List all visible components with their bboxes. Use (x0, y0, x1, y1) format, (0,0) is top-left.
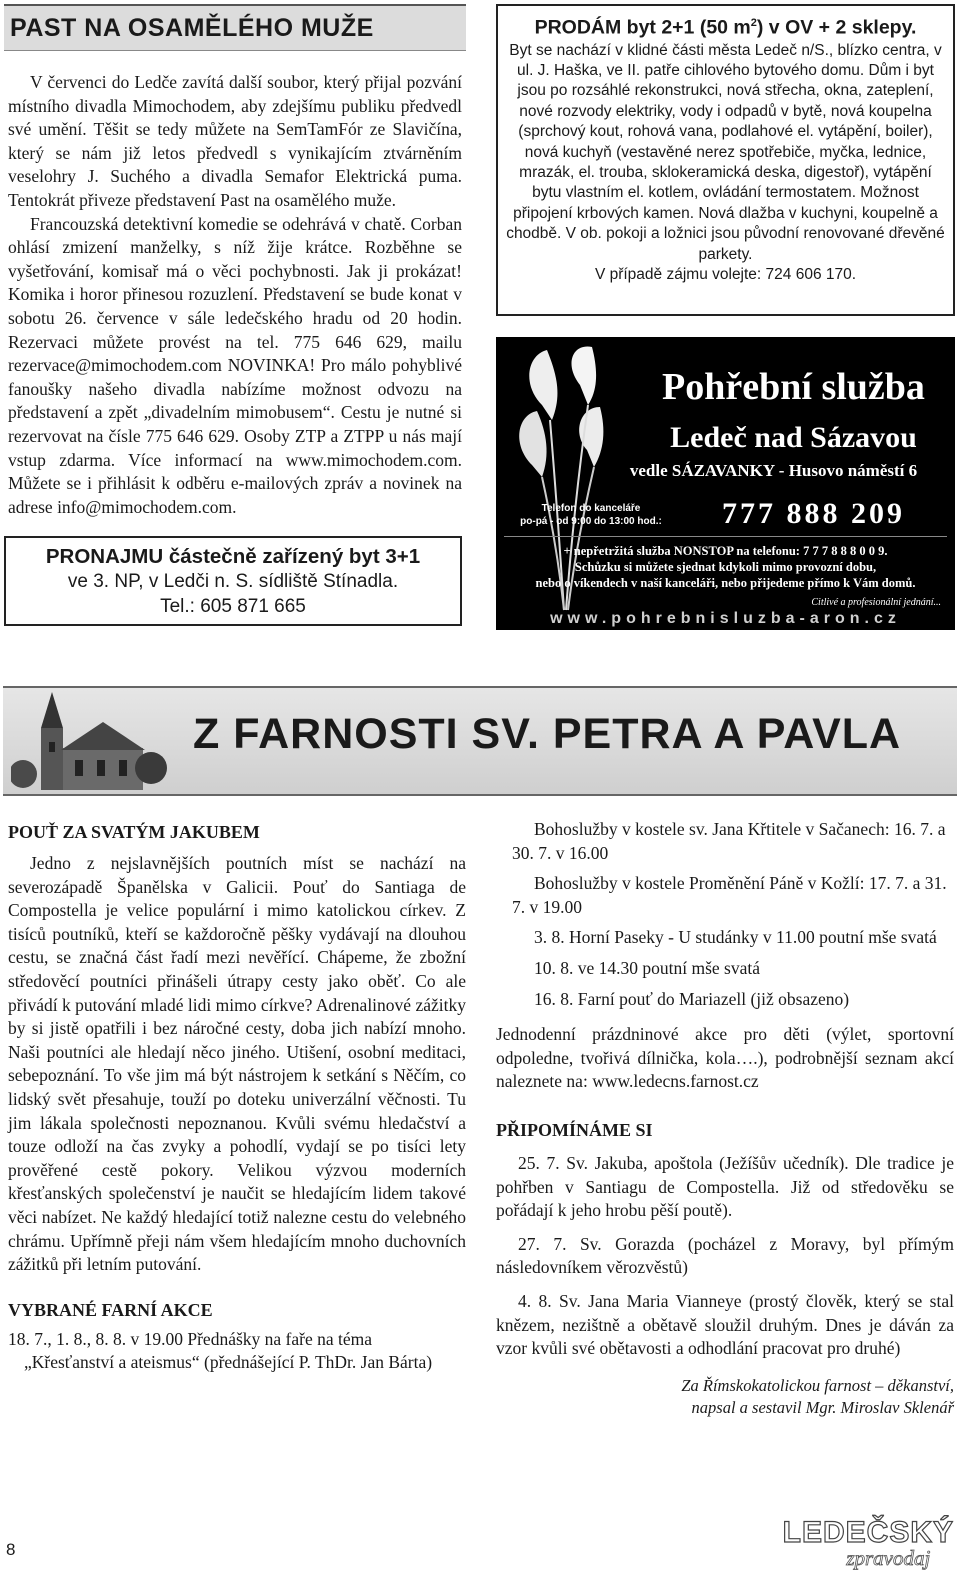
lecture-event: 18. 7., 1. 8., 8. 8. v 19.00 Přednášky na faře na téma „Křesťanství a ateismus“ (přednášející P. ThDr. Jan Bárta) (8, 1328, 433, 1373)
church-icon (11, 690, 171, 790)
sale-ad (496, 4, 955, 316)
remembrance-item: 25. 7. Sv. Jakuba, apoštola (Ježíšův učedník). Dle tradice je pohřben v Santiagu de Compostella. Již od středověku se pořádají k jeho hrobu pěší poutě). (496, 1152, 954, 1221)
sale-ad-contact: V případě zájmu volejte: 724 606 170. (594, 265, 857, 283)
parish-right-column (496, 818, 954, 1419)
parish-banner-title: Z FARNOSTI SV. PETRA A PAVLA (193, 710, 902, 758)
funeral-nonstop-info (504, 543, 947, 591)
meeting-line-2: nebo o víkendech v naší kanceláři, nebo přijedeme přímo k Vám domů. (535, 576, 916, 590)
children-events: Jednodenní prázdninové akce pro děti (výlet, sportovní odpoledne, tvořivá dílnička, kola….), podrobnější seznam akcí naleznete na: www.ledecns.farnost.cz (496, 1024, 954, 1092)
office-hours: po-pá - od 9:00 do 13:00 hod.: (520, 516, 662, 527)
funeral-title: Pohřební služba (662, 366, 925, 408)
sale-title-sup: 2 (750, 17, 757, 29)
sale-ad-text: Byt se nachází v klidné části města Ledeč n/S., blízko centra, v ul. J. Haška, ve II. patře cihlového bytového domu. Dům i byt jsou po rozsáhlé rekonstrukci, nová střecha, okna, zateplení, nové rozvody elektriky, vody i odpadů v bytě, nová koupelna (sprchový kout, rohová vana, podlahové el. vytápění, boiler), nová kuchyň (vestavěné nerez spotřebiče, myčka, lednice, mrazák, el. trouba, sklokeramická deska, digestoř), vytápění bytu vlastním el. kotlem, ovládání termostatem. Možnost připojení krbových kamen. Nová dlažba v kuchyni, koupelně a chodbě. V ob. pokoji a ložnici jsou původní renovované dřevěné parkety. (506, 41, 945, 263)
nonstop-line: + nepřetržitá služba NONSTOP na telefonu: 7 7 7 8 8 8 0 0 9. (563, 544, 888, 558)
event-item: 10. 8. ve 14.30 poutní mše svatá (534, 957, 761, 978)
remembrance-item: 4. 8. Sv. Jana Maria Vianneye (prostý člověk, který se stal knězem, nezištně a obětavě sloužil druhým. Dnes je dáván za vzor kvůli své obětavosti a odhodlání pracovat pro druhé) (496, 1290, 954, 1359)
signature-line-1: Za Římskokatolickou farnost – děkanství, (681, 1375, 954, 1395)
rent-ad (4, 536, 462, 626)
pilgrimage-heading: POUŤ ZA SVATÝM JAKUBEM (8, 822, 260, 842)
theatre-paragraph-2: Francouzská detektivní komedie se odehrává v chatě. Corban ohlásí zmizení manželky, s níž žije krátce. Rozběhne se vyšetřování, komisař má o věci pochybnosti. Jak ji prokázat! Komika i horor přinesou rozuzlení. Představení se bude konat v sobotu 26. července v sále ledečského hradu od 20 hodin. Rezervaci můžete provést na tel. 775 646 629, mailu rezervace@mimochodem.com NOVINKA! Pro málo pohyblivé fanoušky našeho divadla nabízíme možnost odvozu na představení a zpět „divadelním mimobusem“. Cestu je nutné si rezervovat na čísle 775 646 629. Osoby ZTP a ZTPP u nás mají vstup zdarma. Více informací na www.mimochodem.com. Můžete se i přihlásit k odběru e-mailových zpráv a novinek na adrese info@mimochodem.com. (8, 213, 462, 517)
funeral-address: vedle SÁZAVANKY - Husovo náměstí 6 (629, 461, 918, 480)
logo-sub: zpravodaj (846, 1546, 931, 1570)
sale-title-end: ) v OV + 2 sklepy. (756, 16, 917, 39)
funeral-phone: 777 888 209 (722, 497, 905, 530)
logo-main: LEDEČSKÝ (782, 1516, 954, 1549)
event-item: 3. 8. Horní Paseky - U studánky v 11.00 poutní mše svatá (534, 927, 937, 948)
pilgrimage-body: Jedno z nejslavnějších poutních míst se nachází na severozápadě Španělska v Galicii. Pouť do Santiaga de Compostella je velice populární i mimo katolickou církev. Z tisíců poutníků, kteří se každoročně pěšky vydávají na dlouhou cestu, se značná část řadí mezi nevěřící. Chápeme, že zbožní středověcí poutníci přinášeli útrapy cesty jako oběť. Co ale přivádí k putování mladé lidi mimo církve? Adrenalinové zážitky by si jistě opatřili i bez náročné cesty, doba jich nabízí mnoho. Naši poutníci ale hledají něco jiného. Utišení, osobní meditaci, sebepoznání. To vše jim má být nástrojem k setkání s Něčím, co lidský svět přesahuje, touží po doteku univerzální věčnosti. Tu jim lákala společnosti nepoznanou. Kvůli svému hledačství a touze odloží na čas zvyky a pohodlí, vydají se po tisíci lety prověřené cestě pokory. Velikou výzvou moderních křesťanských společenství je naučit se hledajícím lidem takové věci nabízet. Ne každý hledající totiž nalezne cestu do velebného chrámu. Upřímně přeji nám všem hledajícím mnoho duchovních zážitků při letním putování. (8, 853, 466, 1275)
theatre-paragraph-1: V červenci do Ledče zavítá další soubor, který přijal pozvání místního divadla Mimochodem, aby zdejšímu publiku předvedl své umění. Těšit se tedy můžete na SemTamFór ze Slavičína, který se nám již letos předvedl s vynikajícím ztvárněním veselohry J. Suchého a divadla Semafor Elektrická puma. Tentokrát přiveze představení Past na osamělého muže. (8, 72, 462, 210)
funeral-url: www.pohrebnisluzba-aron.cz (550, 610, 901, 627)
page-number: 8 (6, 1540, 16, 1559)
rent-ad-location: ve 3. NP, v Ledči n. S. sídliště Stínadla. (67, 571, 399, 592)
event-item: 16. 8. Farní pouť do Mariazell (již obsazeno) (534, 988, 850, 1009)
theatre-article (4, 4, 466, 519)
office-label: Telefon do kanceláře (541, 503, 641, 514)
parish-events-body (8, 1328, 466, 1375)
parish-left-column (8, 820, 466, 1375)
funeral-office-hours (506, 502, 676, 528)
sale-ad-body (504, 41, 947, 286)
sale-title-main: PRODÁM byt 2+1 (50 m (534, 16, 751, 39)
theatre-body (4, 71, 466, 519)
event-item: Bohoslužby v kostele sv. Jana Křtitele v Sačanech: 16. 7. a 30. 7. v 16.00 (512, 819, 946, 863)
event-item: Bohoslužby v kostele Proměnění Páně v Kožlí: 17. 7. a 31. 7. v 19.00 (512, 873, 947, 917)
meeting-line-1: Schůzku si můžete sjednat kdykoli mimo provozní dobu, (574, 560, 877, 574)
rent-ad-title: PRONAJMU částečně zařízený byt 3+1 (45, 545, 421, 568)
parish-events-heading: VYBRANÉ FARNÍ AKCE (8, 1299, 213, 1320)
rent-ad-phone: Tel.: 605 871 665 (160, 596, 306, 617)
signature-line-2: napsal a sestavil Mgr. Miroslav Sklenář (691, 1397, 954, 1417)
parish-banner (3, 686, 957, 796)
newsletter-logo (783, 1518, 954, 1568)
theatre-title: PAST NA OSAMĚLÉHO MUŽE (4, 4, 466, 51)
funeral-place: Ledeč nad Sázavou (670, 421, 917, 454)
remembrance-item: 27. 7. Sv. Gorazda (pocházel z Moravy, byl přímým následovníkem věrozvěstů) (496, 1233, 954, 1278)
funeral-tagline: Citlivé a profesionální jednání... (811, 597, 941, 608)
divider (504, 536, 947, 537)
funeral-service-ad (496, 337, 955, 630)
remembrance-heading: PŘIPOMÍNÁME SI (496, 1119, 653, 1140)
signature (496, 1375, 954, 1419)
sale-ad-title (504, 12, 947, 39)
